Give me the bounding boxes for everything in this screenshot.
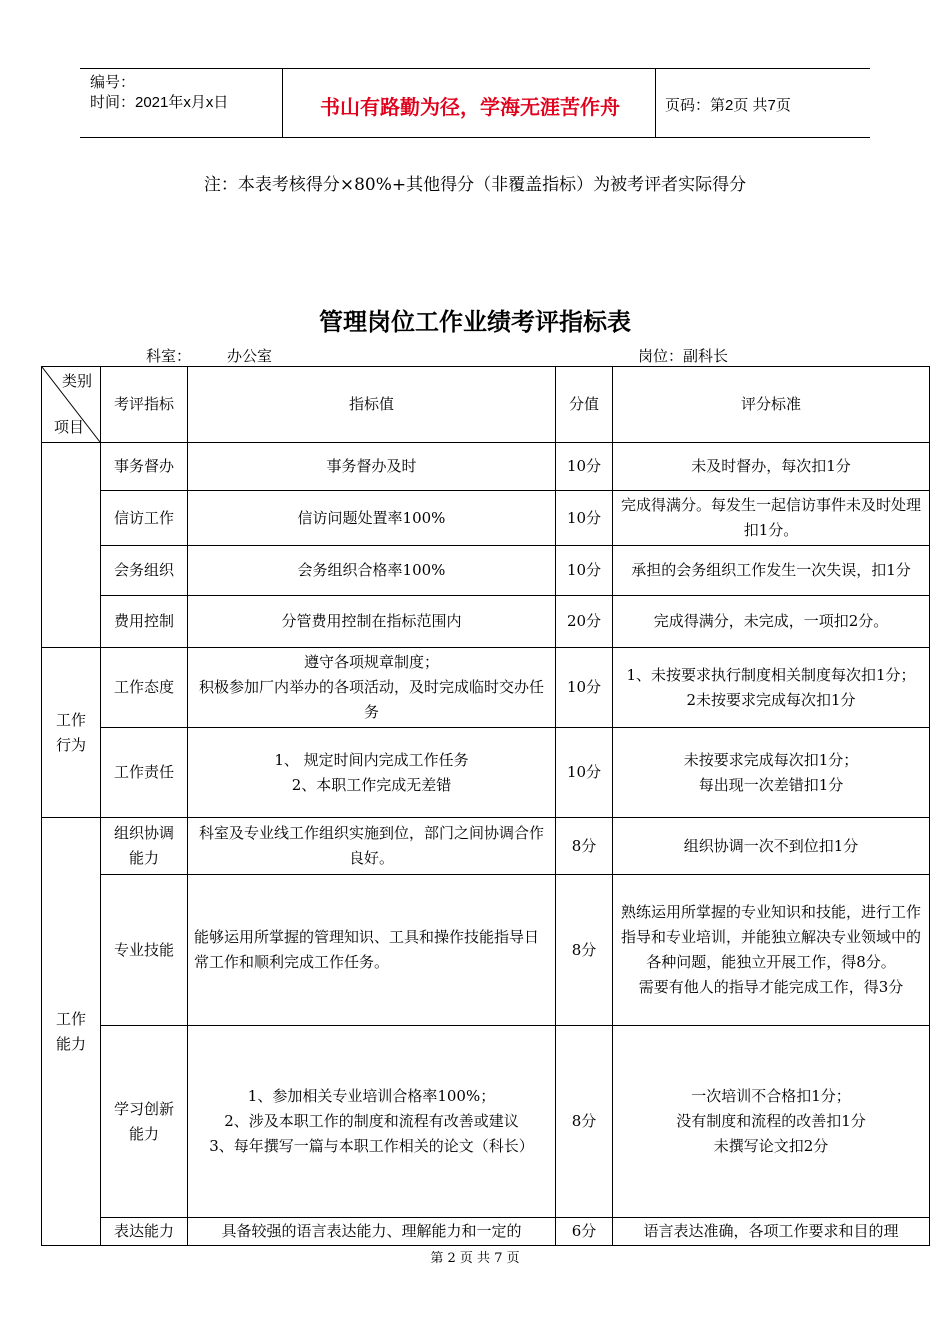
value-cell: 能够运用所掌握的管理知识、工具和操作技能指导日常工作和顺利完成工作任务。 — [188, 875, 556, 1026]
value-cell: 具备较强的语言表达能力、理解能力和一定的 — [188, 1218, 556, 1246]
category-cell: 工作 行为 — [42, 648, 101, 818]
score-cell: 8分 — [556, 875, 613, 1026]
value-cell: 1、参加相关专业培训合格率100%； 2、涉及本职工作的制度和流程有改善或建议 3、每年撰写一篇与本职工作相关的论文（科长） — [188, 1026, 556, 1218]
criteria-cell: 完成得满分。每发生一起信访事件未及时处理扣1分。 — [613, 491, 930, 546]
indicator-cell: 工作态度 — [101, 648, 188, 728]
table-row — [42, 728, 930, 818]
table-row — [42, 648, 930, 728]
position-info — [638, 345, 728, 366]
position-value: 副科长 — [683, 347, 729, 365]
indicator-cell: 专业技能 — [101, 875, 188, 1026]
value-cell: 遵守各项规章制度； 积极参加厂内举办的各项活动，及时完成临时交办任务 — [188, 648, 556, 728]
header-indicator: 考评指标 — [101, 367, 188, 443]
category-cell — [42, 443, 101, 648]
table-row — [42, 1218, 930, 1246]
department-info — [146, 345, 272, 366]
corner-top-label: 类别 — [61, 372, 92, 390]
table-header-row — [42, 367, 930, 443]
table-row — [42, 1026, 930, 1218]
header-divider — [655, 69, 656, 137]
number-label: 编号： — [90, 74, 136, 91]
value-cell: 会务组织合格率100% — [188, 546, 556, 596]
header-criteria: 评分标准 — [613, 367, 930, 443]
criteria-cell: 未按要求完成每次扣1分； 每出现一次差错扣1分 — [613, 728, 930, 818]
header-divider — [282, 69, 283, 137]
header-motto: 书山有路勤为径，学海无涯苦作舟 — [320, 97, 620, 119]
indicator-cell: 工作责任 — [101, 728, 188, 818]
criteria-cell: 熟练运用所掌握的专业知识和技能，进行工作指导和专业培训，并能独立解决专业领域中的各种问题，能独立开展工作，得8分。 需要有他人的指导才能完成工作，得3分 — [613, 875, 930, 1026]
page-title: 管理岗位工作业绩考评指标表 — [319, 307, 631, 336]
table-row — [42, 875, 930, 1026]
criteria-cell: 承担的会务组织工作发生一次失误，扣1分 — [613, 546, 930, 596]
indicator-cell: 信访工作 — [101, 491, 188, 546]
criteria-cell: 语言表达准确，各项工作要求和目的理 — [613, 1218, 930, 1246]
header-meta — [90, 73, 228, 113]
criteria-cell: 未及时督办，每次扣1分 — [613, 443, 930, 491]
table-row — [42, 491, 930, 546]
criteria-cell: 完成得满分，未完成，一项扣2分。 — [613, 596, 930, 648]
score-cell: 20分 — [556, 596, 613, 648]
value-cell: 1、 规定时间内完成工作任务 2、本职工作完成无差错 — [188, 728, 556, 818]
indicator-cell: 事务督办 — [101, 443, 188, 491]
department-value: 办公室 — [227, 347, 273, 365]
score-note: 注：本表考核得分×80%+其他得分（非覆盖指标）为被考评者实际得分 — [203, 175, 747, 195]
indicator-cell: 学习创新能力 — [101, 1026, 188, 1218]
table-row — [42, 546, 930, 596]
document-header — [80, 68, 870, 138]
indicator-cell: 费用控制 — [101, 596, 188, 648]
criteria-cell: 1、未按要求执行制度相关制度每次扣1分； 2未按要求完成每次扣1分 — [613, 648, 930, 728]
score-cell: 6分 — [556, 1218, 613, 1246]
score-cell: 10分 — [556, 491, 613, 546]
value-cell: 科室及专业线工作组织实施到位，部门之间协调合作良好。 — [188, 818, 556, 875]
value-cell: 信访问题处置率100% — [188, 491, 556, 546]
corner-bottom-label: 项目 — [54, 418, 85, 436]
category-cell: 工作 能力 — [42, 818, 101, 1246]
criteria-cell: 一次培训不合格扣1分； 没有制度和流程的改善扣1分 未撰写论文扣2分 — [613, 1026, 930, 1218]
indicator-cell: 组织协调能力 — [101, 818, 188, 875]
score-cell: 8分 — [556, 818, 613, 875]
position-label: 岗位： — [638, 347, 684, 365]
header-value: 指标值 — [188, 367, 556, 443]
score-cell: 10分 — [556, 648, 613, 728]
indicator-cell: 表达能力 — [101, 1218, 188, 1246]
score-cell: 10分 — [556, 728, 613, 818]
value-cell: 分管费用控制在指标范围内 — [188, 596, 556, 648]
header-score: 分值 — [556, 367, 613, 443]
table-row — [42, 443, 930, 491]
value-cell: 事务督办及时 — [188, 443, 556, 491]
criteria-cell: 组织协调一次不到位扣1分 — [613, 818, 930, 875]
evaluation-table — [41, 366, 930, 1246]
score-cell: 10分 — [556, 546, 613, 596]
page-footer: 第 2 页 共 7 页 — [430, 1251, 520, 1266]
table-row — [42, 818, 930, 875]
page-info: 页码：第2页 共7页 — [665, 97, 791, 114]
table-row — [42, 596, 930, 648]
score-cell: 8分 — [556, 1026, 613, 1218]
department-label: 科室： — [146, 347, 192, 365]
score-cell: 10分 — [556, 443, 613, 491]
corner-cell — [42, 367, 101, 443]
indicator-cell: 会务组织 — [101, 546, 188, 596]
time-label: 时间：2021年x月x日 — [90, 94, 229, 111]
